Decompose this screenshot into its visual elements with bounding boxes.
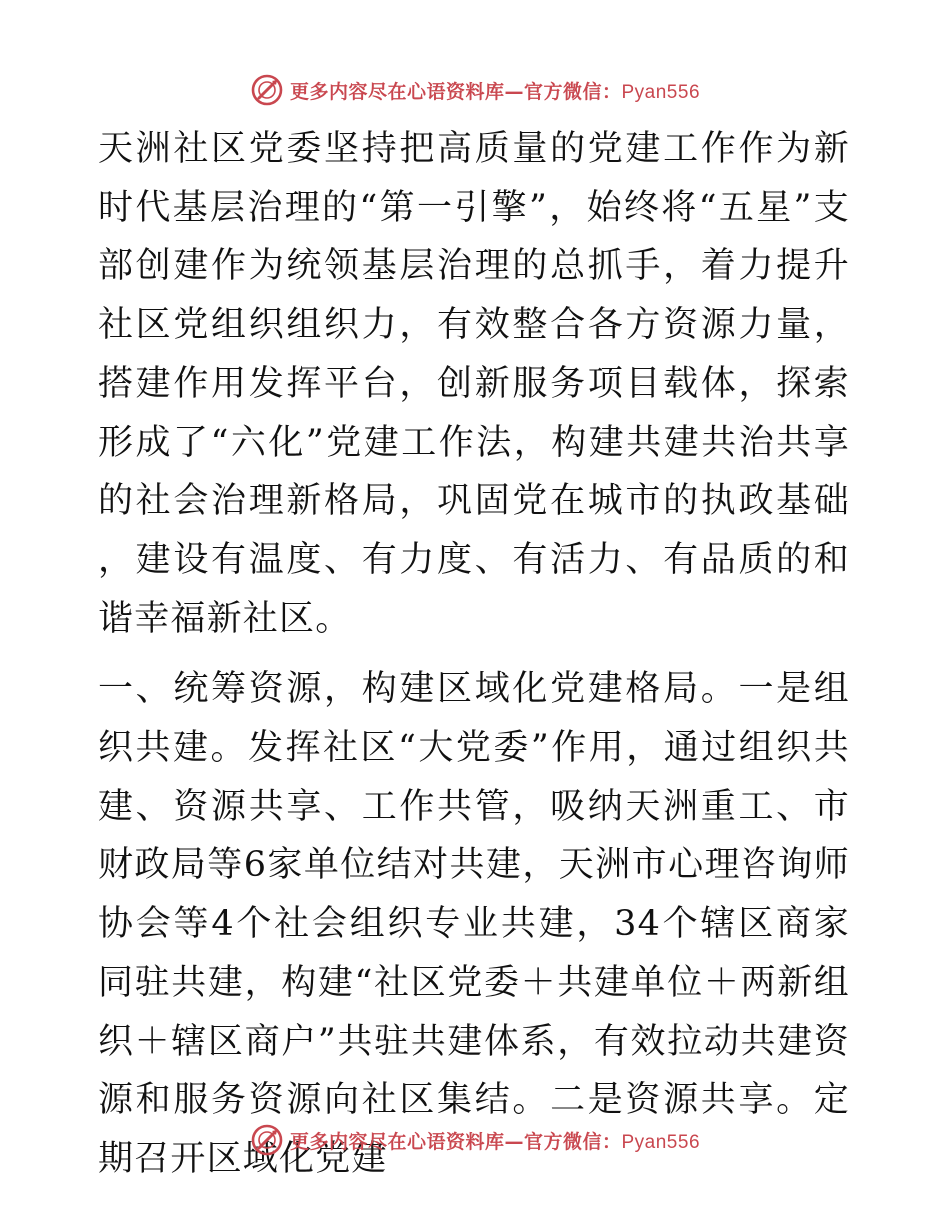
header-wechat-id: Pyan556 bbox=[621, 81, 701, 103]
footer-dash: — bbox=[504, 1130, 524, 1153]
footer-label: 官方微信： bbox=[523, 1130, 622, 1153]
header-watermark bbox=[0, 70, 950, 110]
header-brand: 更多内容尽在心语资料库 bbox=[289, 80, 505, 103]
footer-watermark bbox=[0, 1120, 950, 1160]
footer-brand: 更多内容尽在心语资料库 bbox=[289, 1130, 505, 1153]
footer-wechat-id: Pyan556 bbox=[621, 1131, 701, 1153]
header-label: 官方微信： bbox=[523, 80, 622, 103]
footer-watermark-text bbox=[290, 1127, 700, 1154]
brand-logo-icon bbox=[250, 73, 284, 107]
document-body bbox=[98, 120, 850, 1189]
header-watermark-text bbox=[290, 77, 700, 104]
brand-logo-icon bbox=[250, 1123, 284, 1157]
paragraph-section-one: 一、统筹资源，构建区域化党建格局。一是组织共建。发挥社区“大党委”作用，通过组织共建、资源共享、工作共管，吸纳天洲重工、市财政局等6家单位结对共建，天洲市心理咨询师协会等4个社会组织专业共建，34个辖区商家同驻共建，构建“社区党委＋共建单位＋两新组织＋辖区商户”共驻共建体系，有效拉动共建资源和服务资源向社区集结。二是资源共享。定期召开区域化党建 bbox=[98, 669, 850, 1179]
header-dash: — bbox=[504, 80, 524, 103]
paragraph-intro: 天洲社区党委坚持把高质量的党建工作作为新时代基层治理的“第一引擎”，始终将“五星”支部创建作为统领基层治理的总抓手，着力提升社区党组织组织力，有效整合各方资源力量，搭建作用发挥平台，创新服务项目载体，探索形成了“六化”党建工作法，构建共建共治共享的社会治理新格局，巩固党在城市的执政基础，建设有温度、有力度、有活力、有品质的和谐幸福新社区。 bbox=[98, 129, 850, 639]
